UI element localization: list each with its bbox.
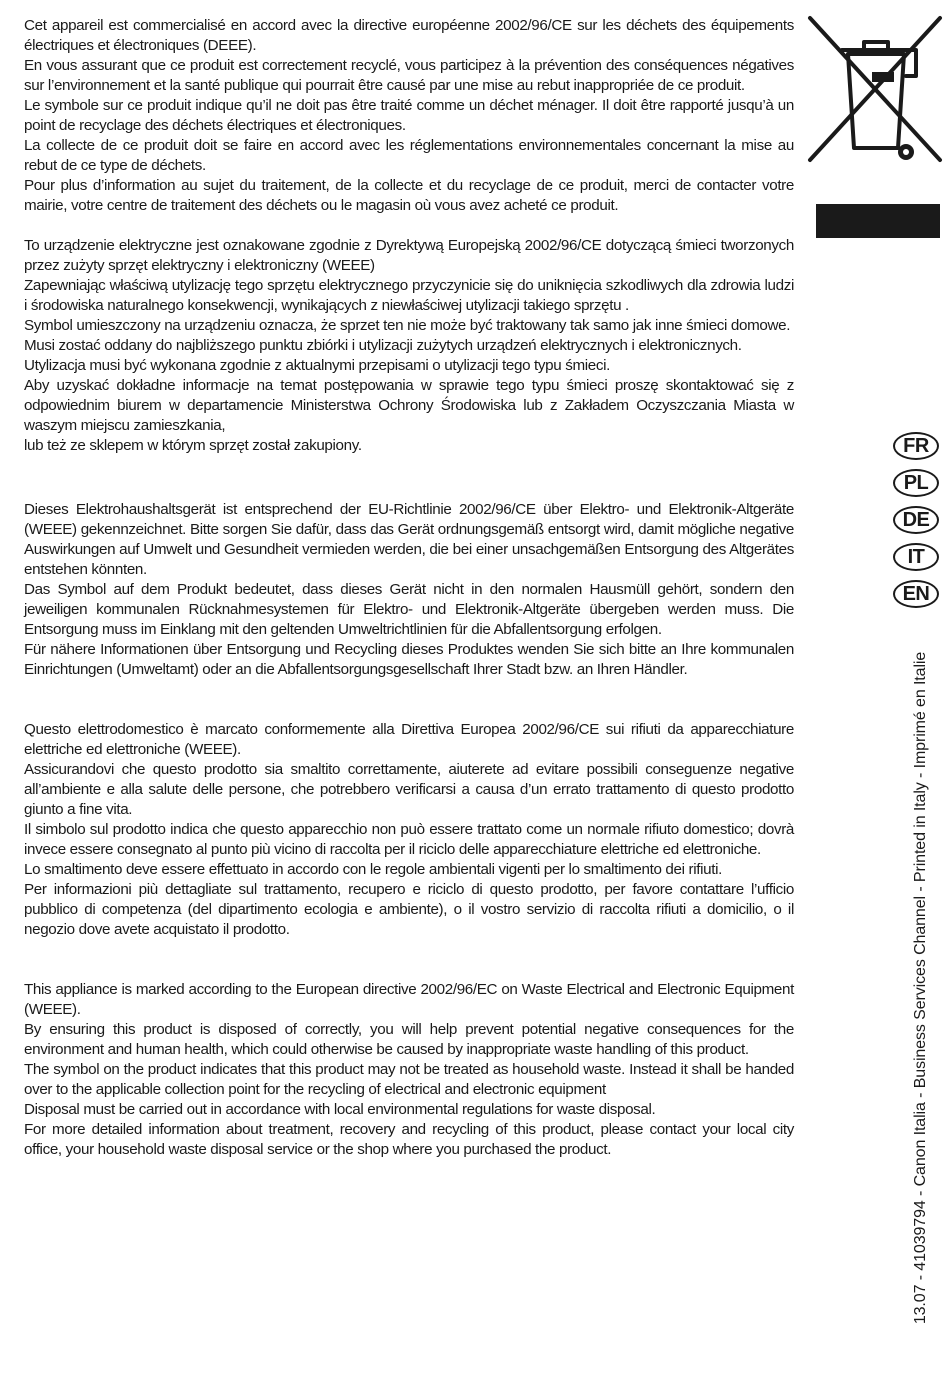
vertical-imprint bbox=[904, 626, 938, 1350]
en-paragraph: By ensuring this product is disposed of correctly, you will help prevent potential negative consequences for the environment and human health, which could otherwise be caused by inappropriate waste handling of this product. bbox=[24, 1021, 794, 1058]
de-paragraph: Dieses Elektrohaushaltsgerät ist entsprechend der EU-Richtlinie 2002/96/CE über Elektro- und Elektronik-Altgeräte (WEEE) gekennzeichnet. Bitte sorgen Sie dafür, dass das Gerät ordnungsgemäß entsorgt wird, damit mögliche negative Auswirkungen auf Umwelt und Gesundheit vermieden werden, die bei einer unsachgemäßen Entsorgung des Altgerätes entstehen könnten. bbox=[24, 501, 794, 578]
badge-de: DE bbox=[893, 506, 939, 534]
badge-pl: PL bbox=[893, 469, 939, 497]
fr-paragraph: Cet appareil est commercialisé en accord avec la directive européenne 2002/96/CE sur les déchets des équipements électriques et électroniques (DEEE). bbox=[24, 17, 794, 54]
french-section bbox=[24, 16, 794, 216]
it-paragraph: Lo smaltimento deve essere effettuato in accordo con le regole ambientali vigenti per lo smaltimento dei rifiuti. bbox=[24, 861, 723, 878]
en-paragraph: Disposal must be carried out in accordance with local environmental regulations for waste disposal. bbox=[24, 1101, 656, 1118]
en-paragraph: This appliance is marked according to the European directive 2002/96/EC on Waste Electrical and Electronic Equipment (WEEE). bbox=[24, 981, 794, 1018]
badge-fr: FR bbox=[893, 432, 939, 460]
pl-paragraph: Aby uzyskać dokładne informacje na temat postępowania w sprawie tego typu śmieci proszę skontaktować się z odpowiednim biurem w departamencie Ministerstwa Ochrony Środowiska lub z Zakładem Oczyszczania Miasta w waszym miejscu zamieszkania, bbox=[24, 377, 794, 434]
italian-section bbox=[24, 720, 794, 940]
fr-paragraph: Le symbole sur ce produit indique qu’il ne doit pas être traité comme un déchet ménager. Il doit être rapporté jusqu’à un point de recyclage des déchets électriques et électroniques. bbox=[24, 97, 794, 134]
en-paragraph: For more detailed information about treatment, recovery and recycling of this product, please contact your local city office, your household waste disposal service or the shop where you purchased the product. bbox=[24, 1121, 794, 1158]
pl-paragraph: To urządzenie elektryczne jest oznakowane zgodnie z Dyrektywą Europejską 2002/96/CE dotyczącą śmieci tworzonych przez zużyty sprzęt elektryczny i elektroniczny (WEEE) bbox=[24, 237, 794, 274]
it-paragraph: Assicurandovi che questo prodotto sia smaltito correttamente, aiuterete ad evitare possibili conseguenze negative all’ambiente e alla salute delle persone, che potrebbero verificarsi a causa d’un errato trattamento di questo prodotto giunto a fine vita. bbox=[24, 761, 794, 818]
it-paragraph: Questo elettrodomestico è marcato conformemente alla Direttiva Europea 2002/96/CE sui rifiuti da apparecchiature elettriche ed elettroniche (WEEE). bbox=[24, 721, 794, 758]
it-paragraph: Per informazioni più dettagliate sul trattamento, recupero e riciclo di questo prodotto, per favore contattare l’ufficio pubblico di competenza (del dipartimento ecologia e ambiente), o il vostro servizio di raccolta rifiuti a domicilio, o il negozio dove avete acquistato il prodotto. bbox=[24, 881, 794, 938]
polish-section bbox=[24, 236, 794, 456]
badge-en: EN bbox=[893, 580, 939, 608]
pl-paragraph: Musi zostać oddany do najbliższego punktu zbiórki i utylizacji zużytych urządzeń elektrycznych i elektronicznych. bbox=[24, 337, 742, 354]
badge-it: IT bbox=[893, 543, 939, 571]
weee-notice-text bbox=[24, 16, 794, 1160]
crossed-out-wheelie-bin-icon bbox=[806, 10, 946, 170]
black-color-bar bbox=[816, 204, 940, 238]
pl-paragraph: lub też ze sklepem w którym sprzęt został zakupiony. bbox=[24, 437, 362, 454]
it-paragraph: Il simbolo sul prodotto indica che questo apparecchio non può essere trattato come un normale rifiuto domestico; dovrà invece essere consegnato al punto più vicino di raccolta per il riciclo delle apparecchiature elettriche ed elettroniche. bbox=[24, 821, 794, 858]
language-badges bbox=[893, 432, 943, 617]
de-paragraph: Das Symbol auf dem Produkt bedeutet, dass dieses Gerät nicht in den normalen Hausmüll gehört, sondern den jeweiligen kommunalen Rücknahmesystemen für Elektro- und Elektronik-Altgeräte übergeben werden muss. Die Entsorgung muss im Einklang mit den geltenden Umweltrichtlinien für die Abfallentsorgung erfolgen. bbox=[24, 581, 794, 638]
pl-paragraph: Zapewniając właściwą utylizację tego sprzętu elektrycznego przyczynicie się do uniknięcia szkodliwych dla zdrowia ludzi i środowiska naturalnego konsekwencji, wynikających z niewłaściwej utylizacji takiego sprzętu . bbox=[24, 277, 794, 314]
en-paragraph: The symbol on the product indicates that this product may not be treated as household waste. Instead it shall be handed over to the applicable collection point for the recycling of electrical and electronic equipment bbox=[24, 1061, 794, 1098]
english-section bbox=[24, 980, 794, 1160]
pl-paragraph: Symbol umieszczony na urządzeniu oznacza, że sprzet ten nie może być traktowany tak samo jak inne śmieci domowe. bbox=[24, 317, 791, 334]
fr-paragraph: Pour plus d’information au sujet du traitement, de la collecte et du recyclage de ce produit, merci de contacter votre mairie, votre centre de traitement des déchets ou le magasin où vous avez acheté ce produit. bbox=[24, 177, 794, 214]
de-paragraph: Für nähere Informationen über Entsorgung und Recycling dieses Produktes wenden Sie sich bitte an Ihre kommunalen Einrichtungen (Umweltamt) oder an die Abfallentsorgungsgesellschaft Ihrer Stadt bzw. an Ihren Händler. bbox=[24, 641, 794, 678]
pl-paragraph: Utylizacja musi być wykonana zgodnie z aktualnymi przepisami o utylizacji tego typu śmieci. bbox=[24, 357, 611, 374]
imprint-text: 13.07 - 41039794 - Canon Italia - Business Services Channel - Printed in Italy - Imprimé en Italie bbox=[912, 651, 929, 1325]
german-section bbox=[24, 500, 794, 680]
fr-paragraph: En vous assurant que ce produit est correctement recyclé, vous participez à la prévention des conséquences négatives sur l’environnement et la santé publique qui pourrait être causé par une mise au rebut inappropriée de ce produit. bbox=[24, 57, 794, 94]
fr-paragraph: La collecte de ce produit doit se faire en accord avec les réglementations environnementales concernant la mise au rebut de ce type de déchets. bbox=[24, 137, 794, 174]
